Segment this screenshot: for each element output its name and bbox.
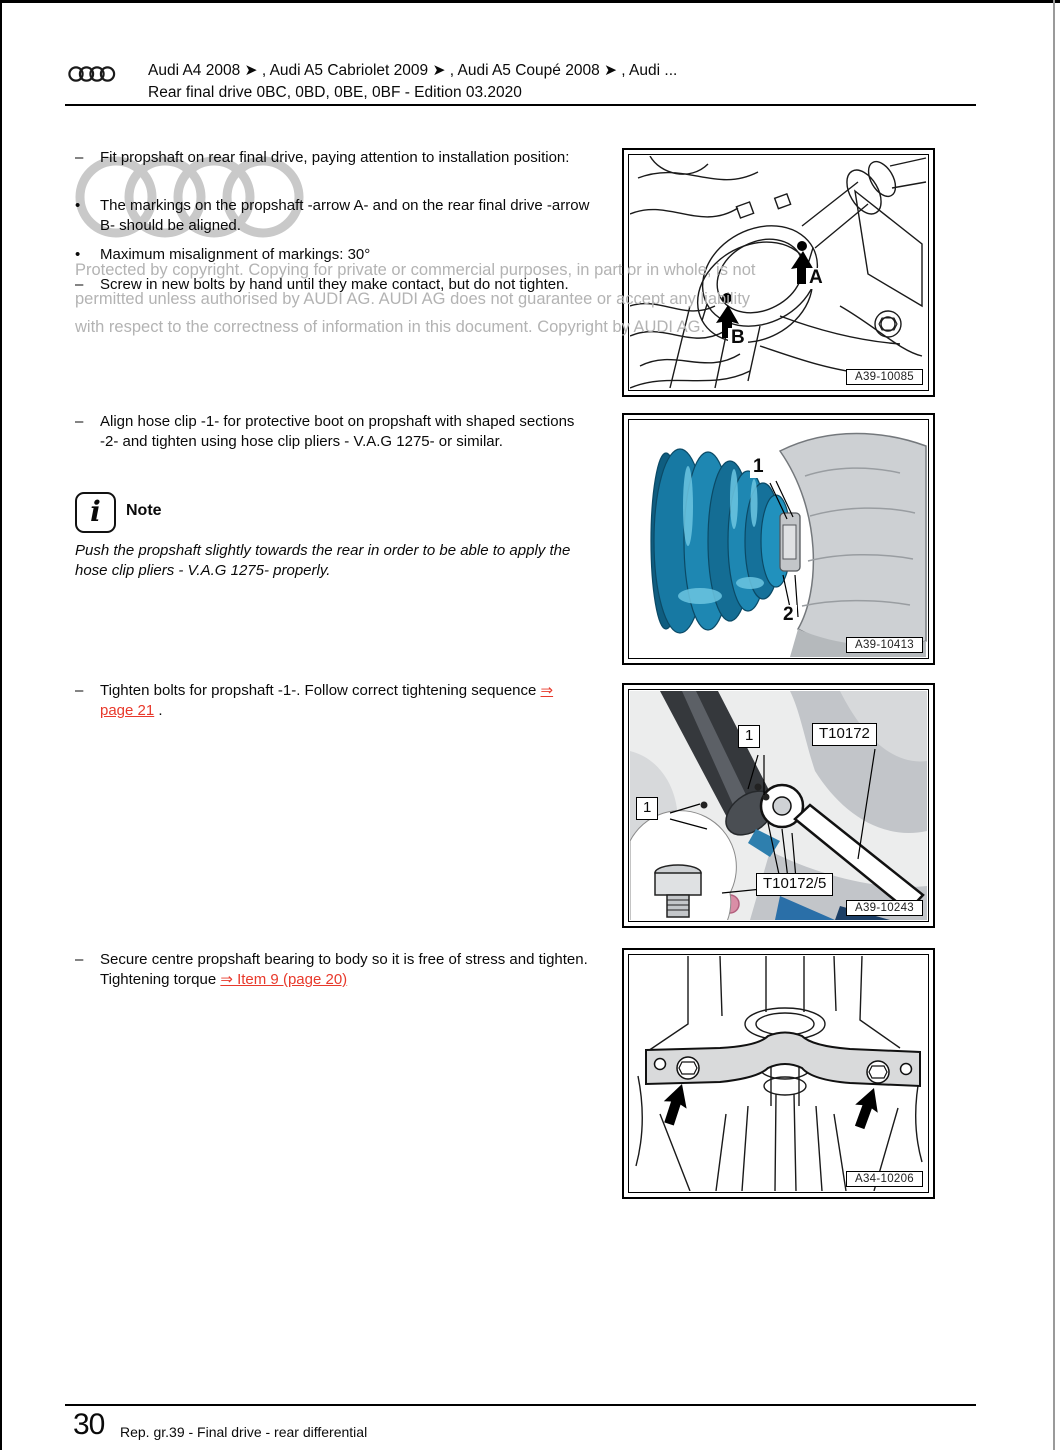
step-text: Fit propshaft on rear final drive, paying attention to installation position: bbox=[100, 149, 570, 166]
watermark-line3: with respect to the correctness of information in this document. Copyright by AUDI AG. bbox=[75, 318, 706, 336]
step-marker: • bbox=[75, 197, 81, 214]
step-marker: – bbox=[75, 276, 84, 293]
step-text: Secure centre propshaft bearing to body so it is free of stress and tighten. Tightening torque bbox=[100, 951, 588, 988]
link-item-9-page-20[interactable]: ⇒ Item 9 (page 20) bbox=[220, 971, 348, 988]
step-text: Screw in new bolts by hand until they make contact, but do not tighten. bbox=[100, 276, 569, 293]
figure3-callout-1-left: 1 bbox=[636, 797, 658, 820]
watermark-line1: Protected by copyright. Copying for private or commercial purposes, in part or in whole, is not bbox=[75, 261, 756, 279]
step-marker: – bbox=[75, 413, 84, 430]
step-marker: • bbox=[75, 246, 81, 263]
figure1-callout-B: B bbox=[728, 328, 748, 349]
figure3-code-label: A39-10243 bbox=[846, 900, 923, 916]
footer-text: Rep. gr.39 - Final drive - rear differential bbox=[120, 1424, 368, 1440]
header-rule bbox=[65, 104, 976, 106]
note-text: Push the propshaft slightly towards the rear in order to be able to apply the hose clip pliers - V.A.G 1275- properly. bbox=[75, 542, 571, 579]
figure-propshaft-markings bbox=[622, 148, 935, 397]
watermark-line2: permitted unless authorised by AUDI AG. AUDI AG does not guarantee or accept any liability bbox=[75, 290, 751, 308]
header-title-line1: Audi A4 2008 ➤ , Audi A5 Cabriolet 2009 ➤ , Audi A5 Coupé 2008 ➤ , Audi ... bbox=[148, 62, 678, 79]
step-markings-aligned bbox=[75, 196, 590, 236]
step-fit-propshaft bbox=[75, 148, 590, 168]
figure3-callout-t10172: T10172 bbox=[812, 723, 877, 746]
step-text: Tighten bolts for propshaft -1-. Follow correct tightening sequence bbox=[100, 682, 541, 699]
step-marker: – bbox=[75, 951, 84, 968]
link-page-21[interactable]: ⇒ page 21 bbox=[100, 682, 554, 719]
figure2-callout-1: 1 bbox=[750, 457, 767, 478]
info-note-icon bbox=[75, 492, 116, 533]
footer-rule bbox=[65, 1404, 976, 1406]
step-text: Maximum misalignment of markings: 30° bbox=[100, 246, 371, 263]
figure-centre-bearing bbox=[622, 948, 935, 1199]
figure3-callout-t10172-5: T10172/5 bbox=[756, 873, 833, 896]
header-title-line2: Rear final drive 0BC, 0BD, 0BE, 0BF - Edition 03.2020 bbox=[148, 84, 522, 101]
figure-hose-clip-boot bbox=[622, 413, 935, 665]
figure2-callout-2: 2 bbox=[780, 605, 797, 626]
figure1-callout-A: A bbox=[806, 268, 826, 289]
audi-rings-logo bbox=[68, 59, 116, 89]
step-max-misalignment bbox=[75, 245, 590, 265]
page-edge-top bbox=[0, 0, 1060, 3]
step-text-suffix: . bbox=[154, 702, 163, 719]
step-text: The markings on the propshaft -arrow A- and on the rear final drive -arrow B- should be aligned. bbox=[100, 197, 590, 234]
page-edge-left bbox=[0, 0, 2, 1450]
step-marker: – bbox=[75, 149, 84, 166]
figure1-code-label: A39-10085 bbox=[846, 369, 923, 385]
step-text: Align hose clip -1- for protective boot on propshaft with shaped sections -2- and tighten using hose clip pliers - V.A.G 1275- or similar. bbox=[100, 413, 575, 450]
note-label: Note bbox=[126, 502, 162, 519]
figure-boot-rendering bbox=[630, 421, 927, 657]
figure3-callout-1-top: 1 bbox=[738, 725, 760, 748]
step-secure-centre-bearing bbox=[75, 950, 590, 990]
figure4-code-label: A34-10206 bbox=[846, 1171, 923, 1187]
step-tighten-bolts bbox=[75, 681, 590, 721]
page-edge-right bbox=[1053, 0, 1055, 1450]
figure-propshaft-drawing bbox=[630, 156, 927, 389]
step-marker: – bbox=[75, 682, 84, 699]
figure2-code-label: A39-10413 bbox=[846, 637, 923, 653]
footer-page-number: 30 bbox=[73, 1408, 105, 1441]
figure-bracket-drawing bbox=[630, 956, 927, 1191]
step-screw-in-bolts bbox=[75, 275, 590, 295]
info-i-glyph: i bbox=[90, 494, 101, 528]
figure-tool-t10172 bbox=[622, 683, 935, 928]
step-align-hose-clip bbox=[75, 412, 590, 452]
